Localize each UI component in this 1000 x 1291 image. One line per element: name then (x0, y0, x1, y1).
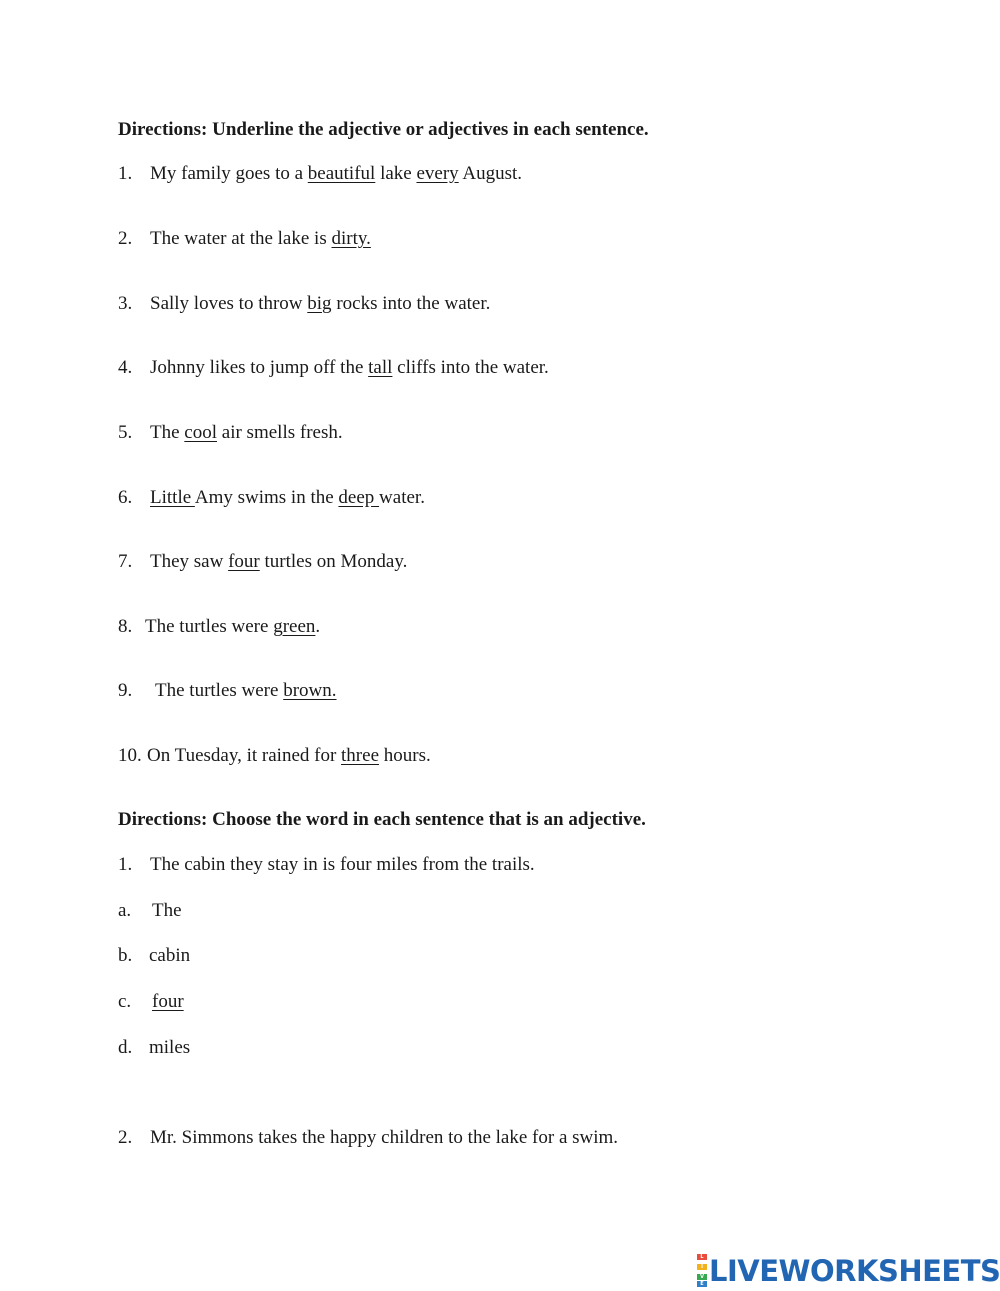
underlined-adjective: deep (338, 487, 380, 508)
underlined-adjective: three (341, 745, 380, 766)
question-2-number: 2. (118, 1127, 133, 1148)
underlined-adjective: cool (184, 422, 218, 443)
question-2 (118, 1126, 618, 1150)
underlined-adjective: tall (368, 357, 393, 378)
underlined-adjective: beautiful (307, 163, 376, 184)
logo-text: LIVEWORKSHEETS (709, 1254, 1000, 1288)
sentence-4 (118, 356, 549, 380)
underlined-adjective: brown. (283, 680, 337, 701)
question-1-number: 1. (118, 854, 133, 875)
sentence-text: The turtles were (145, 616, 274, 637)
option-c[interactable] (118, 990, 184, 1014)
option-text: cabin (149, 945, 191, 966)
sentence-text: cliffs into the water. (392, 357, 549, 378)
option-letter: c. (118, 991, 132, 1012)
question-1 (118, 853, 535, 877)
option-text: four (152, 991, 184, 1012)
sentence-1 (118, 162, 522, 186)
sentence-text: rocks into the water. (331, 293, 491, 314)
underlined-adjective: every (416, 163, 459, 184)
sentence-number: 10. (118, 745, 142, 766)
liveworksheets-logo (697, 1256, 1000, 1286)
sentence-text: Sally loves to throw (150, 293, 308, 314)
option-text: miles (149, 1037, 191, 1058)
underlined-adjective: green (273, 616, 316, 637)
sentence-number: 1. (118, 163, 133, 184)
sentence-2 (118, 227, 371, 251)
underlined-adjective: four (228, 551, 260, 572)
logo-block: E (697, 1281, 707, 1287)
underlined-adjective: dirty. (331, 228, 371, 249)
sentence-text: The (150, 422, 185, 443)
option-text: The (152, 900, 182, 921)
sentence-text: My family goes to a (150, 163, 308, 184)
sentence-text: water. (379, 487, 425, 508)
sentence-number: 3. (118, 293, 133, 314)
section1-heading: Directions: Underline the adjective or adjectives in each sentence. (118, 119, 649, 140)
option-letter: a. (118, 900, 132, 921)
sentence-text: . (315, 616, 321, 637)
sentence-6 (118, 486, 425, 510)
sentence-number: 7. (118, 551, 133, 572)
sentence-text: They saw (150, 551, 229, 572)
sentence-number: 8. (118, 616, 133, 637)
sentence-number: 4. (118, 357, 133, 378)
sentence-text: On Tuesday, it rained for (147, 745, 342, 766)
sentence-text: August. (458, 163, 523, 184)
sentence-text: air smells fresh. (217, 422, 343, 443)
sentence-text: hours. (379, 745, 431, 766)
sentence-number: 6. (118, 487, 133, 508)
sentence-9 (118, 679, 337, 703)
option-a[interactable] (118, 899, 182, 923)
section2-heading: Directions: Choose the word in each sentence that is an adjective. (118, 809, 646, 830)
sentence-5 (118, 421, 343, 445)
underlined-adjective: Little (150, 487, 195, 508)
question-1-text: The cabin they stay in is four miles from the trails. (150, 854, 535, 875)
logo-blocks-icon (697, 1254, 707, 1288)
logo-block: L (697, 1254, 707, 1260)
option-letter: b. (118, 945, 133, 966)
question-2-text: Mr. Simmons takes the happy children to the lake for a swim. (150, 1127, 619, 1148)
sentence-text: Amy swims in the (194, 487, 339, 508)
option-letter: d. (118, 1037, 133, 1058)
sentence-text: turtles on Monday. (259, 551, 408, 572)
logo-block: I (697, 1264, 707, 1270)
underlined-adjective: big (307, 293, 332, 314)
sentence-7 (118, 550, 407, 574)
sentence-number: 9. (118, 680, 133, 701)
logo-block: V (697, 1274, 707, 1280)
sentence-text: Johnny likes to jump off the (150, 357, 369, 378)
sentence-8 (118, 615, 320, 639)
sentence-text: The turtles were (155, 680, 284, 701)
sentence-text: The water at the lake is (150, 228, 332, 249)
option-d[interactable] (118, 1036, 190, 1060)
sentence-10 (118, 744, 431, 768)
sentence-number: 2. (118, 228, 133, 249)
sentence-number: 5. (118, 422, 133, 443)
sentence-text: lake (375, 163, 417, 184)
sentence-3 (118, 292, 490, 316)
option-b[interactable] (118, 944, 190, 968)
